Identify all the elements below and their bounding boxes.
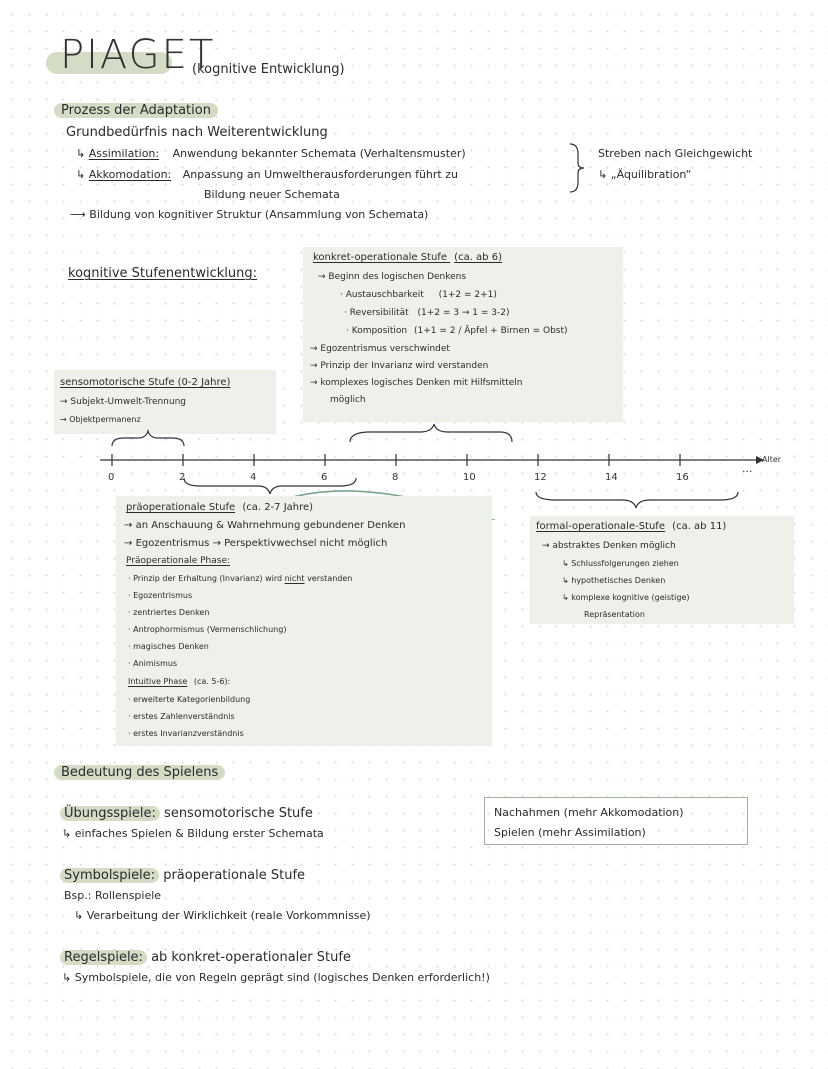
return-arrow-icon: ↳ xyxy=(62,971,75,984)
arrow-right-icon: → xyxy=(310,361,321,371)
concrete-line-4: · Komposition (1+1 = 2 / Äpfel + Birnen = Obst) xyxy=(346,326,568,336)
balance-text: Streben nach Gleichgewicht xyxy=(598,147,753,160)
pre-phase-item-1: · Prinzip der Erhaltung (Invarianz) wird nicht verstanden xyxy=(128,574,353,583)
symbolspiele-example: Bsp.: Rollenspiele xyxy=(64,889,162,902)
concrete-line-8: möglich xyxy=(330,395,366,405)
concrete-line-5: → Egozentrismus verschwindet xyxy=(310,344,450,354)
assimilation-row xyxy=(76,147,466,160)
timeline-ellipsis: ... xyxy=(742,462,753,475)
play-heading: Bedeutung des Spielens xyxy=(54,765,225,780)
regelspiele-line: ↳ Symbolspiele, die von Regeln geprägt sind (logisches Denken erforderlich!) xyxy=(62,971,490,984)
return-arrow-icon: ↳ xyxy=(598,168,611,181)
pre-stage-box xyxy=(116,496,492,746)
arrow-right-icon: → xyxy=(124,520,136,531)
formal-title: formal-operationale-Stufe (ca. ab 11) xyxy=(536,521,727,532)
curly-brace-icon xyxy=(566,142,588,194)
timeline-tick-label: 14 xyxy=(605,472,618,483)
timeline-tick-label: 2 xyxy=(179,472,186,483)
timeline-axis-label: Alter xyxy=(762,455,782,464)
pre-phase-item-6: · Animismus xyxy=(128,659,178,668)
page-subtitle: (kognitive Entwicklung) xyxy=(192,62,345,77)
akkomodation-row xyxy=(76,168,458,181)
timeline-tick-label: 10 xyxy=(463,472,476,483)
symbolspiele-label: Symbolspiele: xyxy=(60,868,159,883)
page-title: PIAGET xyxy=(60,32,216,78)
arrow-right-icon: → xyxy=(310,378,321,388)
return-arrow-icon: ↳ xyxy=(76,147,89,160)
formal-line-4: ↳ komplexe kognitive (geistige) xyxy=(562,593,690,602)
arrow-right-icon: → xyxy=(124,538,136,549)
akkomodation-text: Anpassung an Umweltherausforderungen führt zu xyxy=(182,168,458,181)
senso-line-1: → Subjekt-Umwelt-Trennung xyxy=(60,397,187,407)
pre-title: präoperationale Stufe (ca. 2-7 Jahre) xyxy=(126,502,314,513)
formal-line-3: ↳ hypothetisches Denken xyxy=(562,576,666,585)
formal-line-2: ↳ Schlussfolgerungen ziehen xyxy=(562,559,679,568)
pre-phase-item-4: · Antrophormismus (Vermenschlichung) xyxy=(128,625,287,634)
playing-line: Spielen (mehr Assimilation) xyxy=(494,826,646,839)
formal-stage-box xyxy=(530,516,794,624)
akkomodation-text-2: Bildung neuer Schemata xyxy=(204,188,340,201)
arrow-right-icon: → xyxy=(542,541,553,551)
regelspiele-label: Regelspiele: xyxy=(60,950,147,965)
concrete-line-1: → Beginn des logischen Denkens xyxy=(318,272,467,282)
return-arrow-icon: ↳ xyxy=(74,909,87,922)
concrete-title: konkret-operationale Stufe (ca. ab 6) xyxy=(313,252,502,263)
brace-senso xyxy=(112,431,184,446)
assimilation-text: Anwendung bekannter Schemata (Verhaltensmuster) xyxy=(172,147,466,160)
arrow-right-icon: → xyxy=(310,344,321,354)
formal-line-1: → abstraktes Denken möglich xyxy=(542,541,676,551)
pre-phase-item-2: · Egozentrismus xyxy=(128,591,193,600)
pre-phase-item-5: · magisches Denken xyxy=(128,642,209,651)
timeline-tick-label: 0 xyxy=(108,472,115,483)
pre-phase-heading: Präoperationale Phase: xyxy=(126,556,231,566)
concrete-line-6: → Prinzip der Invarianz wird verstanden xyxy=(310,361,489,371)
adaptation-intro: Grundbedürfnis nach Weiterentwicklung xyxy=(66,125,328,140)
pre-line-2: → Egozentrismus → Perspektivwechsel nicht möglich xyxy=(124,538,388,549)
return-arrow-icon: ↳ xyxy=(562,593,572,602)
concrete-line-3: · Reversibilität (1+2 = 3 → 1 = 3-2) xyxy=(344,308,510,318)
concrete-line-7: → komplexes logisches Denken mit Hilfsmitteln xyxy=(310,378,523,388)
return-arrow-icon: ↳ xyxy=(562,559,572,568)
uebungsspiele-label: Übungsspiele: xyxy=(60,806,160,821)
regelspiele-row: Regelspiele: ab konkret-operationaler Stufe xyxy=(60,950,351,965)
arrow-right-icon: → xyxy=(60,415,70,424)
uebungsspiele-line: ↳ einfaches Spielen & Bildung erster Schemata xyxy=(62,827,324,840)
formal-line-5: Repräsentation xyxy=(584,610,645,619)
symbolspiele-line: ↳ Verarbeitung der Wirklichkeit (reale Vorkommnisse) xyxy=(74,909,371,922)
imitation-line: Nachahmen (mehr Akkomodation) xyxy=(494,806,684,819)
intuitive-item-1: · erweiterte Kategorienbildung xyxy=(128,695,251,704)
symbolspiele-row: Symbolspiele: präoperationale Stufe xyxy=(60,868,305,883)
akkomodation-label: Akkomodation: xyxy=(88,168,172,181)
pre-line-1: → an Anschauung & Wahrnehmung gebundener Denken xyxy=(124,520,406,531)
adaptation-heading: Prozess der Adaptation xyxy=(54,103,218,118)
timeline-tick-label: 12 xyxy=(534,472,547,483)
arrow-right-icon: → xyxy=(318,272,329,282)
concrete-line-2: · Austauschbarkeit (1+2 = 2+1) xyxy=(340,290,497,300)
timeline-tick-label: 16 xyxy=(676,472,689,483)
intuitive-item-3: · erstes Invarianzverständnis xyxy=(128,729,244,738)
timeline-tick-label: 4 xyxy=(250,472,257,483)
timeline-ticks xyxy=(108,454,689,483)
stages-heading: kognitive Stufenentwicklung: xyxy=(68,266,258,281)
intuitive-phase-heading: Intuitive Phase (ca. 5-6): xyxy=(128,677,231,686)
equilibration-row: ↳ „Äquilibration“ xyxy=(598,168,692,181)
return-arrow-icon: ↳ xyxy=(62,827,75,840)
return-arrow-icon: ↳ xyxy=(76,168,89,181)
adaptation-result: ⟶ Bildung von kognitiver Struktur (Ansammlung von Schemata) xyxy=(70,208,429,221)
brace-concrete xyxy=(350,424,512,442)
arrow-right-icon: ⟶ xyxy=(70,208,90,221)
brace-formal xyxy=(536,492,738,508)
senso-line-2: → Objektpermanenz xyxy=(60,415,141,424)
timeline-tick-label: 6 xyxy=(321,472,328,483)
pre-phase-item-3: · zentriertes Denken xyxy=(128,608,210,617)
intuitive-item-2: · erstes Zahlenverständnis xyxy=(128,712,235,721)
senso-title: sensomotorische Stufe (0-2 Jahre) xyxy=(60,377,231,388)
uebungsspiele-row: Übungsspiele: sensomotorische Stufe xyxy=(60,806,313,821)
assimilation-label: Assimilation: xyxy=(88,147,160,160)
return-arrow-icon: ↳ xyxy=(562,576,572,585)
timeline-tick-label: 8 xyxy=(392,472,399,483)
arrow-right-icon: → xyxy=(60,397,71,407)
